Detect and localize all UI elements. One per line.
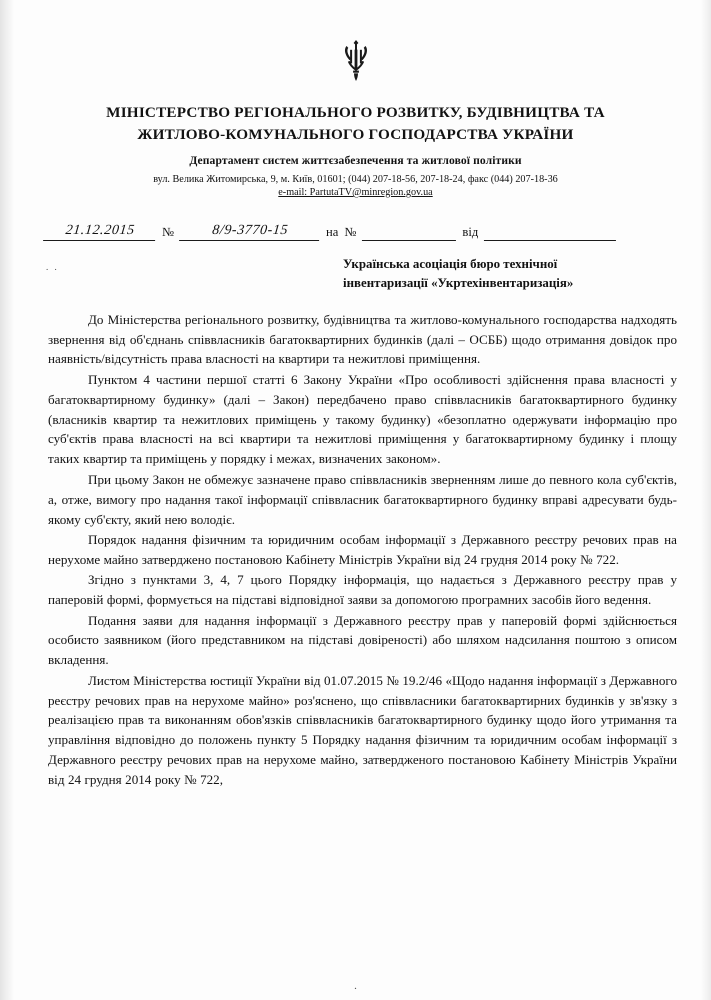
paragraph: Листом Міністерства юстиції України від 01.07.2015 № 19.2/46 «Щодо надання інформації з Державного реєстру речових прав на нерухоме майно» роз'яснено, що співвласники багатоквартирних будинків у зв'язку з реалізацією прав та виконанням обов'язків співвласників багатоквартирного будинку щодо його утримання та управління відповідно до положень пункту 5 Порядку надання фізичним та юридичним особам інформації з Державного реєстру речових прав на нерухоме майно, затвердженого постановою Кабінету Міністрів України від 24 грудня 2014 року № 722, [48,672,677,788]
reference-row [44,215,671,241]
paragraph: Пунктом 4 частини першої статті 6 Закону України «Про особливості здійснення права власності у багатоквартирному будинку» (далі – Закон) передбачено право співвласників багатоквартирного будинку (власників квартир та нежитлових приміщень у такому будинку) «безоплатно одержувати інформацію про суб'єктів права власності на всі квартири та нежитлові приміщення у багатоквартирному будинку і площу таких квартир та приміщень у порядку і межах, визначених законом». [48,371,677,467]
on-label: на [326,224,339,239]
office-address: вул. Велика Житомирська, 9, м. Київ, 01601; (044) 207-18-56, 207-18-24, факс (044) 207-18-36 [153,174,558,186]
addressee-line-1: Українська асоціація бюро технічної [343,256,558,271]
office-email: e-mail: PartutaTV@minregion.gov.ua [278,186,433,198]
emblem [0,0,711,94]
from-label: від [462,224,479,239]
paragraph: Згідно з пунктами 3, 4, 7 цього Порядку інформація, що надається з Державного реєстру прав у паперовій формі, формується на підставі відповідної заяви за допомогою програмних засобів його ведення. [48,572,677,608]
paragraph: Порядок надання фізичним та юридичним особам інформації з Державного реєстру речових прав на нерухоме майно затверджено постановою Кабінету Міністрів України від 24 грудня 2014 року № 722. [48,531,677,567]
document-number: 8/9-3770-15 [179,223,321,241]
letter-body [48,310,677,790]
on-number-value [362,239,456,241]
addressee [343,255,681,294]
paragraph: До Міністерства регіонального розвитку, будівництва та житлово-комунального господарства надходять звернення від об'єднань співвласників багатоквартирних будинків (далі – ОСББ) щодо отримання довідок про наявність/відсутність права власності на квартири та нежитлові приміщення. [48,311,677,367]
scan-artifact-dots: . . [46,262,59,272]
addressee-line-2: інвентаризації «Укртехінвентаризація» [343,276,574,291]
on-number-label: № [344,224,357,239]
page-bottom-mark: . [354,980,357,992]
from-value [484,239,616,241]
ministry-name: МІНІСТЕРСТВО РЕГІОНАЛЬНОГО РОЗВИТКУ, БУДІВНИЦТВА ТА ЖИТЛОВО-КОМУНАЛЬНОГО ГОСПОДАРСТВА УКРАЇНИ [106,104,605,143]
number-label: № [162,224,175,239]
department-name: Департамент систем життєзабезпечення та житлової політики [189,154,522,168]
document-date: 21.12.2015 [43,223,157,241]
ukraine-trident-emblem-icon [341,69,371,86]
paragraph: При цьому Закон не обмежує зазначене право співвласників зверненням лише до певного кола суб'єктів, а, отже, вимогу про надання такої інформації співвласник багатоквартирного будинку вправі адресувати будь-якому суб'єкту, який нею володіє. [48,471,677,527]
paragraph: Подання заяви для надання інформації з Державного реєстру прав у паперовій формі здійснюється особисто заявником (його представником на підставі довіреності) або шляхом надсилання поштою з описом вкладення. [48,612,677,668]
